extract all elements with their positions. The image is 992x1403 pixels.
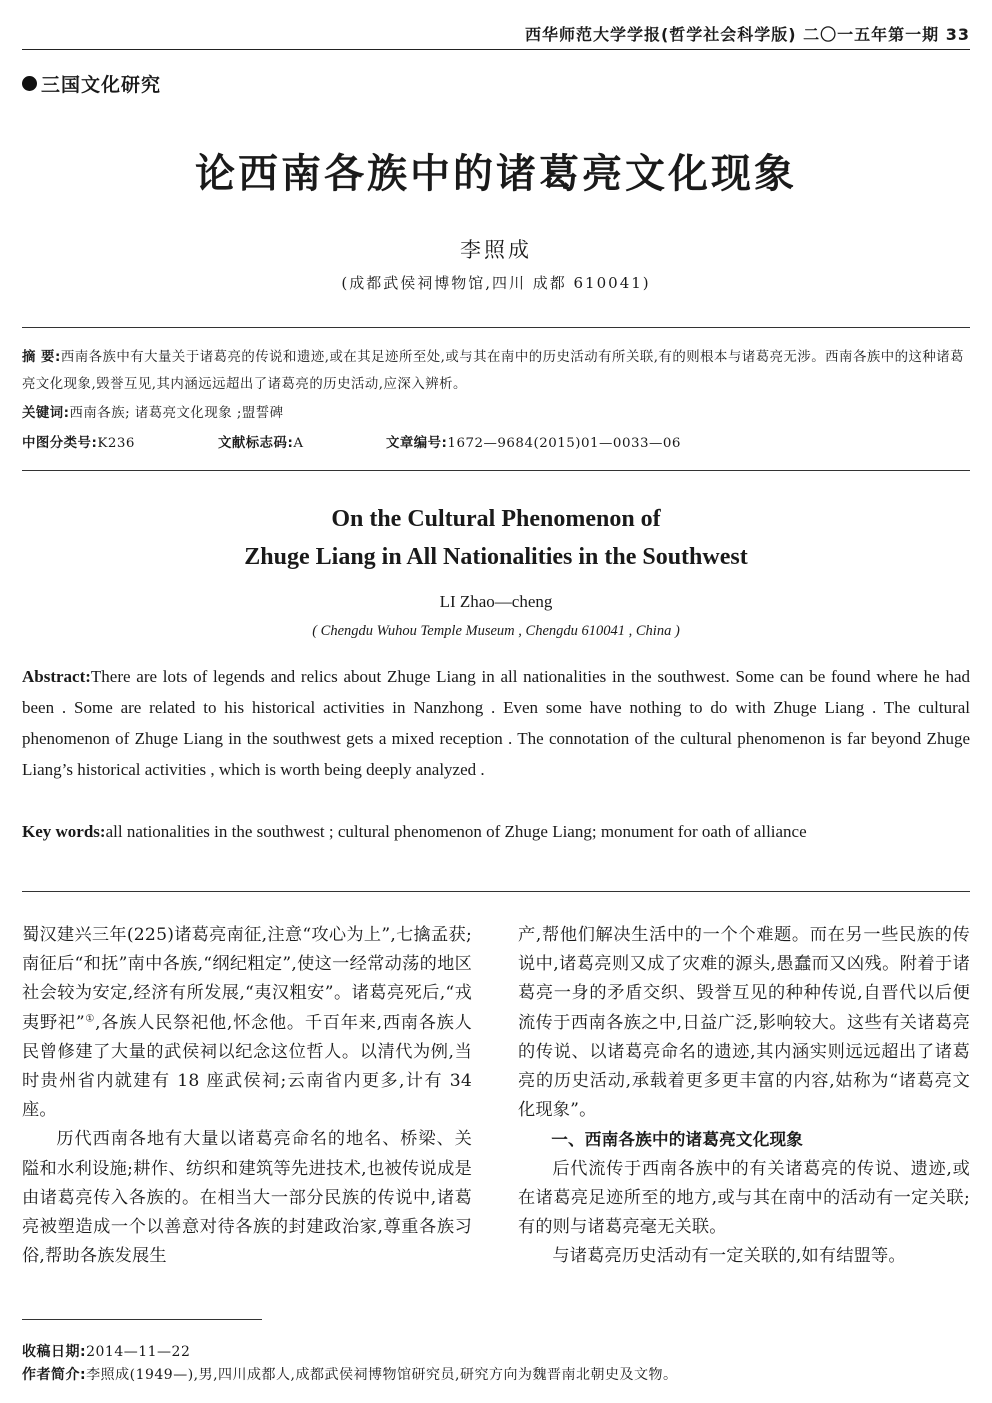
received-value: 2014—11—22 (86, 1344, 191, 1360)
bullet-icon (22, 76, 37, 91)
abstract-en-text: There are lots of legends and relics about Zhuge Liang in all nationalities in the southwest. Some can be found where he had been . Some are related to his historical activities in Nanzhong . Even some have nothing to do with Zhuge Liang . The cultural phenomenon of Zhuge Liang in the southwest gets a mixed reception . The connotation of the cultural phenomenon is far beyond Zhuge Liang’s historical activities , which is worth being deeply analyzed . (22, 667, 970, 779)
author-bio (22, 1364, 970, 1384)
article-label: 文章编号: (386, 436, 448, 451)
clc-value: K236 (97, 436, 135, 451)
body-text: 蜀汉建兴三年(225)诸葛亮南征,注意“攻心为上”,七擒孟获;南征后“和抚”南中各族,“纲纪粗定”,使这一经常动荡的地区社会较为安定,经济有所发展,“夷汉粗安”。诸葛亮死后,“戎夷野祀” (22, 925, 472, 1033)
keywords-cn-text: 西南各族; 诸葛亮文化现象 ;盟誓碑 (69, 406, 284, 421)
doc-code (218, 432, 303, 451)
title-cn: 论西南各族中的诸葛亮文化现象 (195, 150, 797, 197)
title-en-line2: Zhuge Liang in All Nationalities in the Southwest (244, 544, 748, 570)
footnote-rule (22, 1319, 262, 1320)
column-label-text: 三国文化研究 (41, 74, 162, 96)
received-date (22, 1341, 190, 1361)
clc-code (22, 432, 135, 451)
divider-middle (22, 470, 970, 471)
divider-top (22, 327, 970, 328)
body-column-left (22, 921, 472, 1271)
affiliation-cn: (成都武侯祠博物馆,四川 成都 610041) (341, 274, 651, 292)
abstract-en-label: Abstract: (22, 667, 91, 686)
keywords-en-text: all nationalities in the southwest ; cultural phenomenon of Zhuge Liang; monument for oath of alliance (105, 822, 807, 841)
keywords-en-label: Key words: (22, 822, 106, 841)
body-paragraph: 历代西南各地有大量以诸葛亮命名的地名、桥梁、关隘和水利设施;耕作、纺织和建筑等先进技术,也被传说成是由诸葛亮传入各族的。在相当大一部分民族的传说中,诸葛亮被塑造成一个以善意对待各族的封建政治家,尊重各族习俗,帮助各族发展生 (22, 1129, 472, 1267)
running-head: 西华师范大学学报(哲学社会科学版) 二〇一五年第一期 33 (524, 25, 970, 44)
body-paragraph: 后代流传于西南各族中的有关诸葛亮的传说、遗迹,或在诸葛亮足迹所至的地方,或与其在南中的活动有一定关联;有的则与诸葛亮毫无关联。 (518, 1158, 970, 1238)
affiliation-en: ( Chengdu Wuhou Temple Museum , Chengdu 610041 , China ) (312, 623, 680, 639)
section-heading: 一、西南各族中的诸葛亮文化现象 (551, 1130, 804, 1150)
keywords-cn (22, 402, 284, 421)
abstract-cn-label: 摘 要: (22, 350, 61, 365)
title-en (0, 500, 992, 576)
body-column-right (518, 921, 970, 1271)
keywords-en (22, 816, 970, 847)
body-paragraph: 产,帮他们解决生活中的一个个难题。而在另一些民族的传说中,诸葛亮则又成了灾难的源头,愚蠢而又凶残。附着于诸葛亮一身的矛盾交织、毁誉互见的种种传说,自晋代以后便流传于西南各族之中,日益广泛,影响较大。这些有关诸葛亮的传说、以诸葛亮命名的遗迹,其内涵实则远远超出了诸葛亮的历史活动,承载着更多更丰富的内容,姑称为“诸葛亮文化现象”。 (518, 925, 970, 1121)
column-label (22, 70, 161, 97)
bio-label: 作者简介: (22, 1367, 87, 1383)
body-text: ,各族人民祭祀他,怀念他。千百年来,西南各族人民曾修建了大量的武侯祠以纪念这位哲人。以清代为例,当时贵州省内就建有 18 座武侯祠;云南省内更多,计有 34 座。 (22, 1012, 472, 1121)
received-label: 收稿日期: (22, 1344, 87, 1360)
body-paragraph: 与诸葛亮历史活动有一定关联的,如有结盟等。 (552, 1246, 906, 1267)
footnote-marker: ① (84, 1012, 96, 1024)
author-en: LI Zhao—cheng (439, 592, 553, 611)
doc-value: A (293, 436, 304, 451)
article-value: 1672—9684(2015)01—0033—06 (447, 436, 681, 451)
abstract-cn-text: 西南各族中有大量关于诸葛亮的传说和遗迹,或在其足迹所至处,或与其在南中的历史活动有所关联,有的则根本与诸葛亮无涉。西南各族中的这种诸葛亮文化现象,毁誉互见,其内涵远远超出了诸葛亮的历史活动,应深入辨析。 (22, 350, 965, 392)
body-paragraph (22, 921, 472, 1125)
keywords-cn-label: 关键词: (22, 406, 70, 421)
author-cn: 李照成 (460, 238, 532, 262)
abstract-en (22, 661, 970, 785)
divider-bottom (22, 891, 970, 892)
doc-label: 文献标志码: (218, 436, 294, 451)
abstract-cn (22, 344, 970, 398)
clc-label: 中图分类号: (22, 436, 98, 451)
title-en-line1: On the Cultural Phenomenon of (331, 506, 661, 532)
bio-value: 李照成(1949—),男,四川成都人,成都武侯祠博物馆研究员,研究方向为魏晋南北朝史及文物。 (86, 1367, 678, 1383)
header-rule (22, 49, 970, 50)
article-number (386, 432, 681, 451)
